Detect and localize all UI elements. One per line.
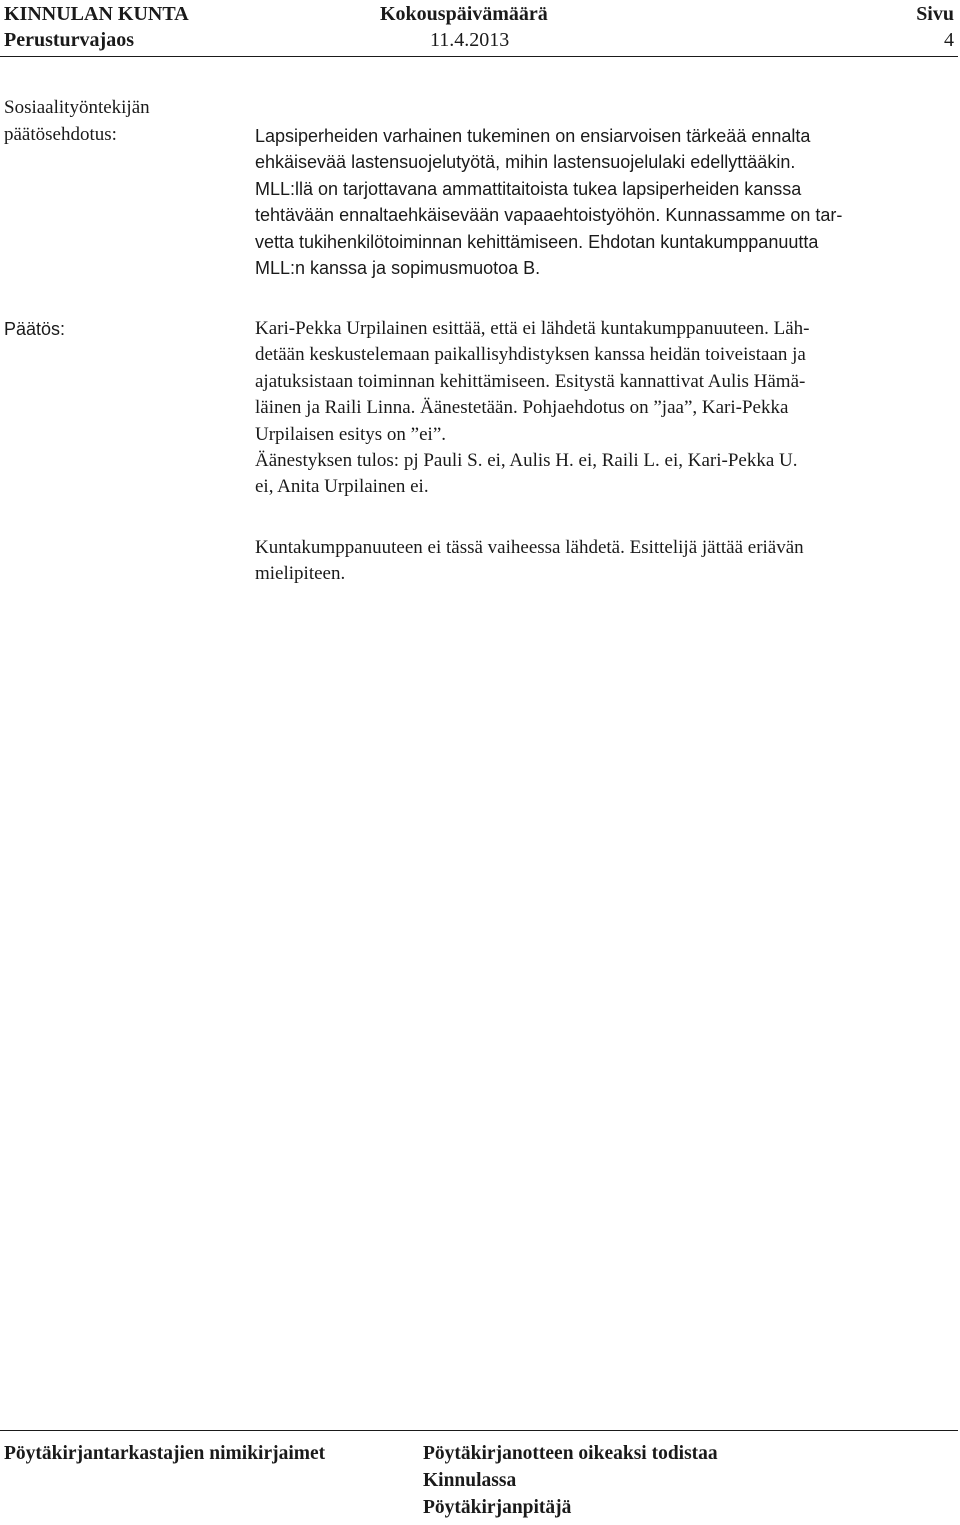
proposal-line: tehtävään ennaltaehkäisevään vapaaehtoistyöhön. Kunnassamme on tar-	[255, 205, 843, 226]
decision-line: läinen ja Raili Linna. Äänestetään. Pohjaehdotus on ”jaa”, Kari-Pekka	[255, 397, 789, 419]
proposal-text	[255, 123, 955, 281]
department-name: Perusturvajaos	[4, 29, 134, 51]
decision-label: Päätös:	[4, 319, 66, 339]
proposal-line: ehkäisevää lastensuojelutyötä, mihin lastensuojelulaki edellyttääkin.	[255, 152, 796, 173]
decision-text	[255, 316, 955, 501]
proposal-line: MLL:n kanssa ja sopimusmuotoa B.	[255, 258, 541, 279]
header-rule	[0, 56, 958, 57]
decision-conclusion	[255, 535, 955, 588]
proposal-line: Lapsiperheiden varhainen tukeminen on ensiarvoisen tärkeää ennalta	[255, 126, 811, 146]
initials-label: Pöytäkirjantarkastajien nimikirjaimet	[4, 1443, 326, 1464]
footer-rule	[0, 1430, 958, 1431]
certify-label: Pöytäkirjanotteen oikeaksi todistaa	[423, 1443, 718, 1464]
page-number: 4	[944, 29, 954, 51]
decision-line: Urpilaisen esitys on ”ei”.	[255, 423, 447, 445]
org-name: KINNULAN KUNTA	[4, 3, 189, 25]
conclusion-line: Kuntakumppanuuteen ei tässä vaiheessa lähdetä. Esittelijä jättää eriävän	[255, 537, 804, 558]
decision-line: Kari-Pekka Urpilainen esittää, että ei lähdetä kuntakumppanuuteen. Läh-	[255, 318, 810, 339]
minutes-keeper: Pöytäkirjanpitäjä	[423, 1497, 572, 1518]
vote-result-line: Äänestyksen tulos: pj Pauli S. ei, Aulis H. ei, Raili L. ei, Kari-Pekka U.	[255, 450, 798, 472]
proposal-line: vetta tukihenkilötoiminnan kehittämiseen. Ehdotan kuntakumppanuutta	[255, 231, 819, 252]
meeting-date: 11.4.2013	[430, 29, 510, 51]
decision-line: ajatuksistaan toiminnan kehittämiseen. Esitystä kannattivat Aulis Hämä-	[255, 370, 806, 392]
page-label: Sivu	[916, 3, 954, 25]
vote-result-line: ei, Anita Urpilainen ei.	[255, 476, 429, 498]
proposal-label-line2: päätösehdotus:	[4, 124, 117, 145]
date-label: Kokouspäivämäärä	[380, 3, 548, 25]
certify-place: Kinnulassa	[423, 1470, 517, 1491]
decision-line: detään keskustelemaan paikallisyhdistyksen kanssa heidän toiveistaan ja	[255, 344, 806, 366]
conclusion-line: mielipiteen.	[255, 563, 346, 585]
proposal-line: MLL:llä on tarjottavana ammattitaitoista tukea lapsiperheiden kanssa	[255, 178, 802, 199]
proposal-label-line1: Sosiaalityöntekijän	[4, 97, 150, 118]
